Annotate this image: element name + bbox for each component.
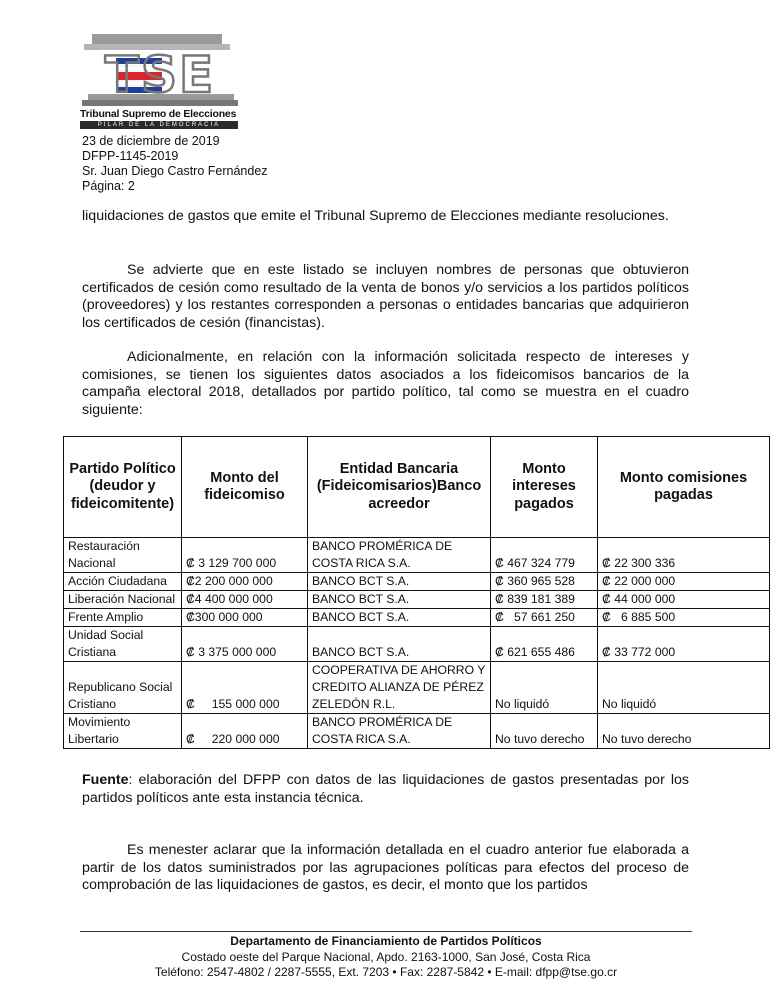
letter-header	[82, 134, 268, 194]
cell-monto-fideicomiso: ₡ 220 000 000	[182, 714, 308, 749]
cell-intereses: ₡ 360 965 528	[491, 573, 598, 591]
cell-intereses: ₡ 467 324 779	[491, 538, 598, 573]
table-row	[64, 609, 770, 627]
cell-comisiones: ₡ 44 000 000	[598, 591, 770, 609]
cell-partido: Movimiento Libertario	[64, 714, 182, 749]
cell-intereses: ₡ 839 181 389	[491, 591, 598, 609]
cell-comisiones: ₡ 22 300 336	[598, 538, 770, 573]
table-source-note	[82, 772, 689, 807]
footer-divider	[80, 931, 692, 932]
logo-letters: TSE	[104, 46, 216, 104]
letter-recipient: Sr. Juan Diego Castro Fernández	[82, 164, 268, 178]
cell-monto-fideicomiso: ₡300 000 000	[182, 609, 308, 627]
cell-partido: Acción Ciudadana	[64, 573, 182, 591]
cell-monto-fideicomiso: ₡ 3 375 000 000	[182, 627, 308, 662]
cell-comisiones: ₡ 22 000 000	[598, 573, 770, 591]
table-row	[64, 714, 770, 749]
letter-page-number: Página: 2	[82, 179, 135, 193]
tse-emblem-graphic	[80, 32, 242, 108]
header-monto-fideicomiso: Monto del fideicomiso	[182, 437, 308, 538]
cell-monto-fideicomiso: ₡2 200 000 000	[182, 573, 308, 591]
cell-entidad: COOPERATIVA DE AHORRO Y CREDITO ALIANZA DE PÉREZ ZELEDÓN R.L.	[308, 662, 491, 714]
table-row	[64, 538, 770, 573]
cell-monto-fideicomiso: ₡ 3 129 700 000	[182, 538, 308, 573]
cell-entidad: BANCO BCT S.A.	[308, 609, 491, 627]
header-monto-comisiones: Monto comisiones pagadas	[598, 437, 770, 538]
cell-intereses: No liquidó	[491, 662, 598, 714]
footer-department: Departamento de Financiamiento de Partidos Políticos	[230, 934, 542, 948]
cell-intereses: ₡ 57 661 250	[491, 609, 598, 627]
page-footer	[80, 934, 692, 981]
footer-address: Costado oeste del Parque Nacional, Apdo. 2163-1000, San José, Costa Rica	[181, 949, 591, 964]
cell-intereses: No tuvo derecho	[491, 714, 598, 749]
cell-entidad: BANCO PROMÉRICA DE COSTA RICA S.A.	[308, 714, 491, 749]
paragraph-3: Adicionalmente, en relación con la información solicitada respecto de intereses y comisiones, se tienen los siguientes datos asociados a los fideicomisos bancarios de la campaña electoral 2018, detallados por partido político, tal como se muestra en el cuadro siguiente:	[82, 349, 689, 418]
logo-motto: PILAR DE LA DEMOCRACIA	[80, 121, 238, 129]
cell-monto-fideicomiso: ₡4 400 000 000	[182, 591, 308, 609]
header-monto-intereses: Monto intereses pagados	[491, 437, 598, 538]
cell-entidad: BANCO BCT S.A.	[308, 591, 491, 609]
tse-logo	[80, 32, 242, 130]
source-text: : elaboración del DFPP con datos de las liquidaciones de gastos presentadas por los partidos políticos ante esta instancia técnica.	[82, 772, 689, 806]
cell-intereses: ₡ 621 655 486	[491, 627, 598, 662]
cell-partido: Republicano Social Cristiano	[64, 662, 182, 714]
table-row	[64, 627, 770, 662]
table-row	[64, 662, 770, 714]
table-header-row	[64, 437, 770, 538]
logo-institution-name: Tribunal Supremo de Elecciones	[80, 108, 237, 120]
header-partido: Partido Político (deudor y fideicomitente)	[64, 437, 182, 538]
paragraph-2: Se advierte que en este listado se incluyen nombres de personas que obtuvieron certificados de cesión como resultado de la venta de bonos y/o servicios a los partidos políticos (proveedores) y los restantes corresponden a personas o entidades bancarias que adquirieron los certificados de cesión (financistas).	[82, 262, 689, 331]
cell-partido: Unidad Social Cristiana	[64, 627, 182, 662]
cell-comisiones: ₡ 6 885 500	[598, 609, 770, 627]
cell-entidad: BANCO BCT S.A.	[308, 627, 491, 662]
paragraph-4: Es menester aclarar que la información detallada en el cuadro anterior fue elaborada a partir de los datos suministrados por las agrupaciones políticas para efectos del proceso de comprobación de las liquidaciones de gastos, es decir, el monto que los partidos	[82, 842, 689, 893]
cell-comisiones: ₡ 33 772 000	[598, 627, 770, 662]
fideicomisos-table	[63, 436, 770, 749]
cell-comisiones: No tuvo derecho	[598, 714, 770, 749]
paragraph-1: liquidaciones de gastos que emite el Tribunal Supremo de Elecciones mediante resoluciones.	[82, 208, 669, 224]
table-row	[64, 573, 770, 591]
header-entidad-bancaria: Entidad Bancaria (Fideicomisarios)Banco acreedor	[308, 437, 491, 538]
cell-partido: Frente Amplio	[64, 609, 182, 627]
letter-reference: DFPP-1145-2019	[82, 149, 179, 163]
cell-partido: Liberación Nacional	[64, 591, 182, 609]
cell-partido: Restauración Nacional	[64, 538, 182, 573]
cell-entidad: BANCO BCT S.A.	[308, 573, 491, 591]
cell-monto-fideicomiso: ₡ 155 000 000	[182, 662, 308, 714]
footer-contact: Teléfono: 2547-4802 / 2287-5555, Ext. 7203 • Fax: 2287-5842 • E-mail: dfpp@tse.go.cr	[154, 965, 618, 979]
table-row	[64, 591, 770, 609]
source-label: Fuente	[82, 772, 129, 788]
letter-date: 23 de diciembre de 2019	[82, 134, 220, 148]
cell-comisiones: No liquidó	[598, 662, 770, 714]
cell-entidad: BANCO PROMÉRICA DE COSTA RICA S.A.	[308, 538, 491, 573]
